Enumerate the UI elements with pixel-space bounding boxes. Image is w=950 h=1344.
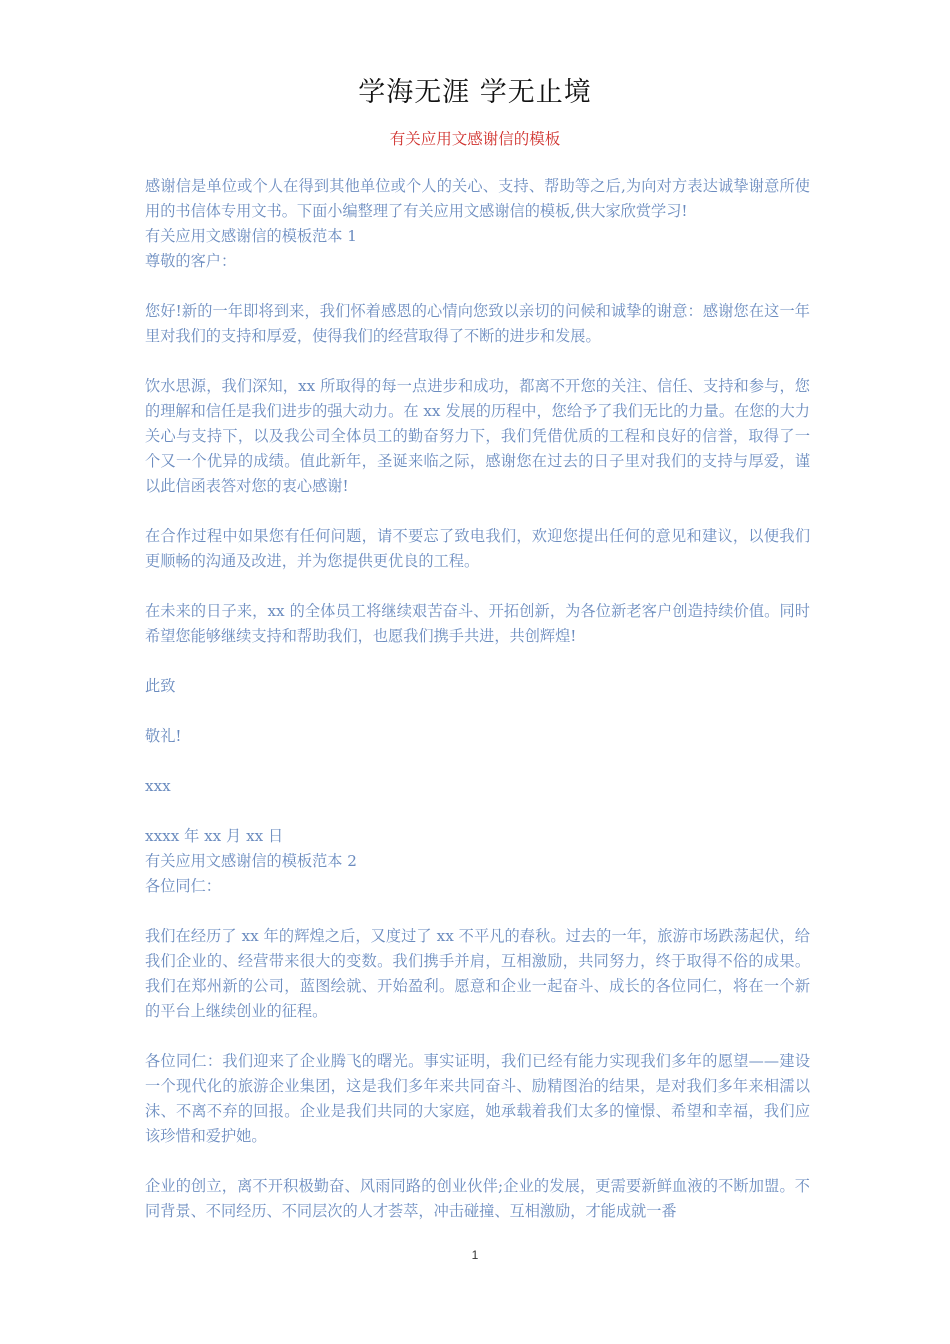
document-title: 有关应用文感谢信的模板 xyxy=(389,130,561,148)
signature: xxx xyxy=(145,777,171,795)
paragraph-intro: 感谢信是单位或个人在得到其他单位或个人的关心、支持、帮助等之后,为向对方表达诚挚谢意所使用的书信体专用文书。下面小编整理了有关应用文感谢信的模板,供大家欣赏学习! xyxy=(145,177,810,220)
date-line: xxxx 年 xx 月 xx 日 xyxy=(145,827,284,845)
closing-regards: 敬礼! xyxy=(145,727,182,745)
paragraph: 企业的创立，离不开积极勤奋、风雨同路的创业伙伴;企业的发展，更需要新鲜血液的不断加盟。不同背景、不同经历、不同层次的人才荟萃，冲击碰撞、互相激励，才能成就一番 xyxy=(145,1177,810,1220)
closing-line: 此致 xyxy=(145,677,176,695)
page-number: 1 xyxy=(471,1248,479,1262)
letter-body xyxy=(145,174,810,1224)
paragraph: 饮水思源，我们深知，xx 所取得的每一点进步和成功，都离不开您的关注、信任、支持和参与，您的理解和信任是我们进步的强大动力。在 xx 发展的历程中，您给予了我们无比的力量。在您的大力关心与支持下，以及我公司全体员工的勤奋努力下，我们凭借优质的工程和良好的信誉，取得了一个又一个优异的成绩。值此新年，圣诞来临之际，感谢您在过去的日子里对我们的支持与厚爱，谨以此信函表答对您的衷心感谢! xyxy=(145,377,810,495)
paragraph: 在未来的日子来，xx 的全体员工将继续艰苦奋斗、开拓创新，为各位新老客户创造持续价值。同时希望您能够继续支持和帮助我们，也愿我们携手共进，共创辉煌! xyxy=(145,602,810,645)
paragraph: 各位同仁：我们迎来了企业腾飞的曙光。事实证明，我们已经有能力实现我们多年的愿望——建设一个现代化的旅游企业集团，这是我们多年来共同奋斗、励精图治的结果，是对我们多年来相濡以沫、不离不弃的回报。企业是我们共同的大家庭，她承载着我们太多的憧憬、希望和幸福，我们应该珍惜和爱护她。 xyxy=(145,1052,810,1145)
paragraph: 您好!新的一年即将到来，我们怀着感恩的心情向您致以亲切的问候和诚挚的谢意：感谢您在这一年里对我们的支持和厚爱，使得我们的经营取得了不断的进步和发展。 xyxy=(145,302,810,345)
paragraph: 我们在经历了 xx 年的辉煌之后，又度过了 xx 不平凡的春秋。过去的一年，旅游市场跌荡起伏，给我们企业的、经营带来很大的变数。我们携手并肩，互相激励，共同努力，终于取得不俗的成果。我们在郑州新的公司，蓝图绘就、开始盈利。愿意和企业一起奋斗、成长的各位同仁，将在一个新的平台上继续创业的征程。 xyxy=(145,927,810,1020)
salutation-1: 尊敬的客户： xyxy=(145,252,237,270)
page-header: 学海无涯 学无止境 xyxy=(358,77,592,108)
section-heading-2: 有关应用文感谢信的模板范本 2 xyxy=(145,852,357,870)
paragraph: 在合作过程中如果您有任何问题，请不要忘了致电我们，欢迎您提出任何的意见和建议，以便我们更顺畅的沟通及改进，并为您提供更优良的工程。 xyxy=(145,527,810,570)
section-heading-1: 有关应用文感谢信的模板范本 1 xyxy=(145,227,357,245)
salutation-2: 各位同仁： xyxy=(145,877,221,895)
